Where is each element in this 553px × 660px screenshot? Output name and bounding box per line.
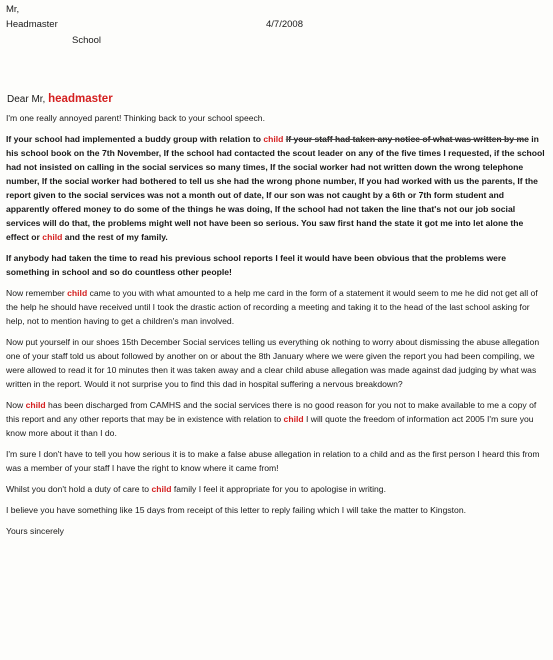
paragraph-4-part-b: came to you with what amounted to a help me card in the form of a statement it would seem to me he did not get all of the help he should have received until I took the drastic action of recording a meeting and taking it to the head of the last school asking for help, not to mention having to get a children's man involved. <box>6 288 538 326</box>
salutation-name: headmaster <box>48 93 113 105</box>
paragraph-6-part-a: Now <box>6 400 24 410</box>
paragraph-2-part-d: and the rest of my family. <box>64 232 168 242</box>
paragraph-8-part-b: family I feel it appropriate for you to apologise in writing. <box>173 484 386 494</box>
closing: Yours sincerely <box>6 526 64 536</box>
paragraph-9: I believe you have something like 15 days from receipt of this letter to reply failing which I will take the matter to Kingston. <box>6 505 466 515</box>
child-placeholder: child <box>25 400 46 410</box>
recipient-line-2: Headmaster <box>6 19 58 30</box>
child-placeholder: child <box>151 484 172 494</box>
paragraph-2 <box>6 132 548 244</box>
recipient-line-1: Mr, <box>6 4 20 15</box>
letter-date: 4/7/2008 <box>266 19 303 30</box>
paragraph-2-part-c: in his school book on the 7th November, If the school had contacted the scout leader on any of the five times I requested, if the school had not insisted on calling in the social services so many times, If the social worker had not written down the wrong telephone number, If the social worker had bothered to tell us she had the wrong phone number, If you had worked with us the parents, If the report given to the social services was not a month out of date, If our son was not caught by a 6th or 7th form student and apparently offered money to do some of the things he was doing, If the school had not taken the line that's not our job social services will do that, the problems might well not have been so serious. You saw first hand the state it got me into let alone the effect or <box>6 134 545 242</box>
paragraph-6 <box>6 398 548 440</box>
paragraph-8 <box>6 482 548 496</box>
child-placeholder: child <box>283 414 304 424</box>
paragraph-6-part-c: I will quote the freedom of information act 2005 I'm sure you know more about it than I do. <box>6 414 534 438</box>
paragraph-2-struck: If your staff had taken any notice of what was written by me <box>285 134 529 144</box>
paragraph-8-part-a: Whilst you don't hold a duty of care to <box>6 484 150 494</box>
letter-body <box>6 111 548 536</box>
child-placeholder: child <box>263 134 284 144</box>
salutation-prefix: Dear Mr, <box>7 94 46 105</box>
paragraph-5: Now put yourself in our shoes 15th December Social services telling us everything ok nothing to worry about dismissing the abuse allegation one of your staff told us about followed by another on or about the 8th January where we were given the report you had been compiling, we were allowed to read it for 10 minutes then it was taken away and a clear child abuse allegation was made against dad judging by what was written in the report. Would it not surprise you to find this dad in hospital suffering a nervous breakdown? <box>6 337 540 389</box>
paragraph-4-part-a: Now remember <box>6 288 65 298</box>
paragraph-1: I'm one really annoyed parent! Thinking back to your school speech. <box>6 113 265 123</box>
paragraph-6-part-b: has been discharged from CAMHS and the social services there is no good reason for you not to make available to me a copy of this report and any other reports that may be in existence with relation to <box>6 400 537 424</box>
salutation <box>7 93 113 105</box>
paragraph-3: If anybody had taken the time to read his previous school reports I feel it would have been obvious that the problems were something in school and so do countless other people! <box>6 253 506 277</box>
child-placeholder: child <box>67 288 88 298</box>
child-placeholder: child <box>42 232 63 242</box>
paragraph-4 <box>6 286 548 328</box>
paragraph-7: I'm sure I don't have to tell you how serious it is to make a false abuse allegation in relation to a child and as the first person I heard this from was a member of your staff I have the right to know where it came from! <box>6 449 540 473</box>
recipient-line-3: School <box>72 35 102 46</box>
paragraph-2-part-a: If your school had implemented a buddy group with relation to <box>6 134 261 144</box>
